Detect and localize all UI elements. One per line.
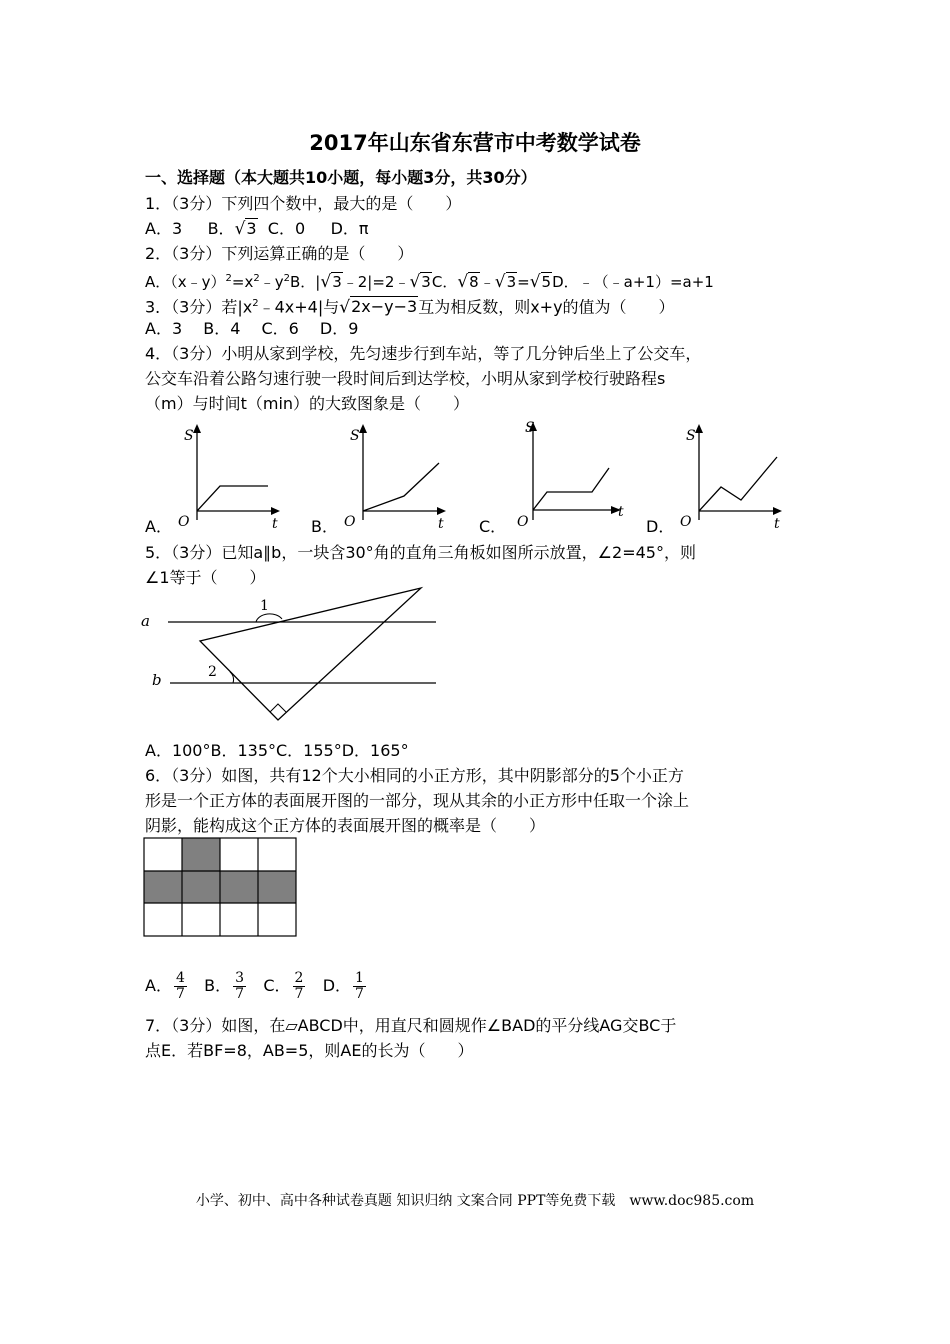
q2-options [145,269,714,292]
q1-option-b: B．√3 [207,219,257,239]
q6-line2: 形是一个正方体的表面展开图的一部分，现从其余的小正方形中任取一个涂上 [145,791,690,810]
q2-option-d: D．﹣（﹣a+1）=a+1 [552,273,714,291]
q5-angle-1-arc [256,614,282,622]
page-title: 2017年山东省东营市中考数学试卷 [309,131,641,155]
q4-graph-a [170,420,290,532]
q4-graph-c-s-label: S [525,420,535,436]
q6-grid-figure [143,837,299,939]
q4-option-a-label: A． [145,517,172,536]
q4-graph-b-s-label: S [350,428,360,444]
q4-graph-c-t-label: t [618,504,624,520]
q6-options [145,968,368,1004]
q7-line1: 7．（3分）如图，在▱ABCD中，用直尺和圆规作∠BAD的平分线AG交BC于 [145,1016,677,1035]
q6-line1: 6．（3分）如图，共有12个大小相同的小正方形，其中阴影部分的5个小正方 [145,766,684,785]
q5-label-a: a [141,612,150,630]
q5-label-2: 2 [208,664,217,680]
q1-option-d: D．π [330,219,369,238]
q1-stem: 1．（3分）下列四个数中，最大的是（ ） [145,194,462,213]
q1-option-c: C．0 [267,219,306,238]
q2-option-a: A．$(x﹣y)^2=x^2﹣y^2$ [145,273,290,291]
q4-option-d-label: D． [646,517,675,536]
q3-options: A．3 B．4 C．6 D．9 [145,319,359,338]
q7-line2: 点E．若BF=8，AB=5，则AE的长为（ ） [145,1041,474,1060]
q2-stem: 2．（3分）下列运算正确的是（ ） [145,244,414,263]
q4-graph-d-origin: O [680,514,692,530]
q4-graph-a-s-label: S [184,428,194,444]
q2-option-c: C．√8﹣√3=√5 [431,272,552,292]
q4-graph-a-t-label: t [272,516,278,532]
q4-graph-c-origin: O [517,514,529,530]
q4-graph-a-origin: O [178,514,190,530]
q4-option-b-label: B． [311,517,338,536]
q5-line1: 5．（3分）已知a∥b，一块含30°角的直角三角板如图所示放置，∠2=45°，则 [145,543,696,562]
q4-option-c-label: C． [479,517,507,536]
q4-graph-b [338,420,458,532]
q6-option-b: B． $\frac{3}{7}$ [204,970,245,1002]
q1-options [145,219,369,239]
q4-graph-d [673,420,793,532]
q1-option-a: A．3 [145,219,183,238]
q6-option-a: A． $\frac{4}{7}$ [145,970,185,1002]
q4-graph-b-t-label: t [438,516,444,532]
q4-line2: 公交车沿着公路匀速行驶一段时间后到达学校，小明从家到学校行驶路程s [145,369,666,388]
q5-label-1: 1 [260,598,269,614]
q4-graph-c [505,412,635,530]
q5-right-angle-mark [270,704,286,712]
q5-options: A．100°B．135°C．155°D．165° [145,741,409,760]
q2-option-b: B．|√3﹣2|=2﹣√3 [289,272,431,292]
page-footer: 小学、初中、高中各种试卷真题 知识归纳 文案合同 PPT等免费下载 www.doc985.com [195,1193,755,1209]
q6-line3: 阴影，能构成这个正方体的表面展开图的概率是（ ） [145,816,546,835]
q4-graph-d-t-label: t [774,516,780,532]
q3-stem: 3．（3分）若$|x^2﹣4x+4|$与√2x−y−3互为相反数，则x+y的值为（ ） [145,297,675,318]
section-heading: 一、选择题（本大题共10小题，每小题3分，共30分） [145,168,537,187]
q4-graph-d-s-label: S [686,428,696,444]
q5-label-b: b [152,671,162,689]
q5-line2: ∠1等于（ ） [145,568,266,587]
q6-option-d: D． $\frac{1}{7}$ [322,970,364,1002]
q4-line3: （m）与时间t（min）的大致图象是（ ） [145,394,470,413]
q6-option-c: C． $\frac{2}{7}$ [263,970,304,1002]
q4-graph-b-origin: O [344,514,356,530]
q5-triangle [200,588,421,720]
q5-figure [138,586,448,726]
q4-line1: 4．（3分）小明从家到学校，先匀速步行到车站，等了几分钟后坐上了公交车， [145,344,702,363]
